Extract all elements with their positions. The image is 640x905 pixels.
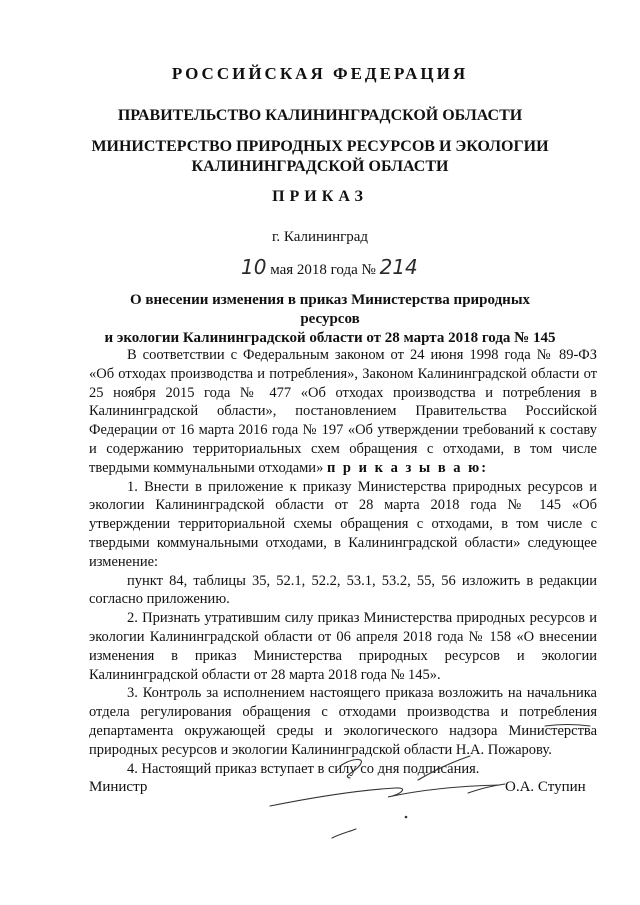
signature-dot (405, 816, 408, 819)
subject-line1: О внесении изменения в приказ Министерства природных ресурсов (129, 292, 531, 327)
signature-stroke-upper (418, 756, 470, 780)
signer-name: О.А. Ступин (505, 779, 586, 795)
signature-flourish (545, 725, 590, 727)
item-1: 1. Внести в приложение к приказу Министерства природных ресурсов и экологии Калининградской области от 28 марта 2018 года № 145 «Об утверждении территориальной схемы обращения с отходами, в том числе с твердыми коммунальными отходами, в Калининградской области» следующее изменение: (89, 478, 597, 570)
header-ministry-line1: МИНИСТЕРСТВО ПРИРОДНЫХ РЕСУРСОВ И ЭКОЛОГИИ (91, 138, 549, 155)
header-country: РОССИЙСКАЯ ФЕДЕРАЦИЯ (171, 64, 469, 83)
item-4: 4. Настоящий приказ вступает в силу со дня подписания. (127, 760, 480, 777)
date-month-year: мая 2018 года № (270, 262, 376, 278)
preamble-text: В соответствии с Федеральным законом от 24 июня 1998 года № 89-ФЗ «Об отходах производства и потребления», Законом Калининградской области от 25 ноября 2015 года № 477 «Об отходах производства и потребления в Калининградской области», постановлением Правительства Российской Федерации от 16 марта 2016 года № 197 «Об утверждении требований к составу и содержанию территориальных схем обращения с отходами, в том числе твердыми коммунальными отходами» (89, 347, 597, 476)
header-government: ПРАВИТЕЛЬСТВО КАЛИНИНГРАДСКОЙ ОБЛАСТИ (117, 107, 523, 124)
signature-stroke-main (270, 785, 500, 806)
signer-title: Министр (89, 779, 148, 795)
signature-stroke-loop (340, 759, 361, 778)
doc-type-title: ПРИКАЗ (272, 188, 368, 205)
orders-word: п р и к а з ы в а ю: (326, 459, 489, 476)
subject-line2: и экологии Калининградской области от 28 марта 2018 года № 145 (104, 330, 556, 346)
item-3: 3. Контроль за исполнением настоящего приказа возложить на начальника отдела регулирования обращения с отходами производства и потребления департамента окружающей среды и экологического надзора Министерства природных ресурсов и экологии Калининградской области Н.А. Пожарову. (89, 685, 597, 758)
handwritten-day: 10 (241, 255, 267, 279)
header-ministry-line2: КАЛИНИНГРАДСКОЙ ОБЛАСТИ (191, 158, 449, 175)
city-line: г. Калининград (271, 229, 369, 245)
handwritten-number: 214 (379, 255, 418, 279)
item-2: 2. Признать утратившим силу приказ Министерства природных ресурсов и экологии Калининградской области от 06 апреля 2018 года № 158 «О внесении изменения в приказ Министерства природных ресурсов и экологии Калининградской области от 28 марта 2018 года № 145». (89, 610, 597, 683)
signature-stroke-low (332, 829, 356, 838)
item-1-sub: пункт 84, таблицы 35, 52.1, 52.2, 53.1, 53.2, 55, 56 изложить в редакции согласно приложению. (89, 572, 597, 608)
